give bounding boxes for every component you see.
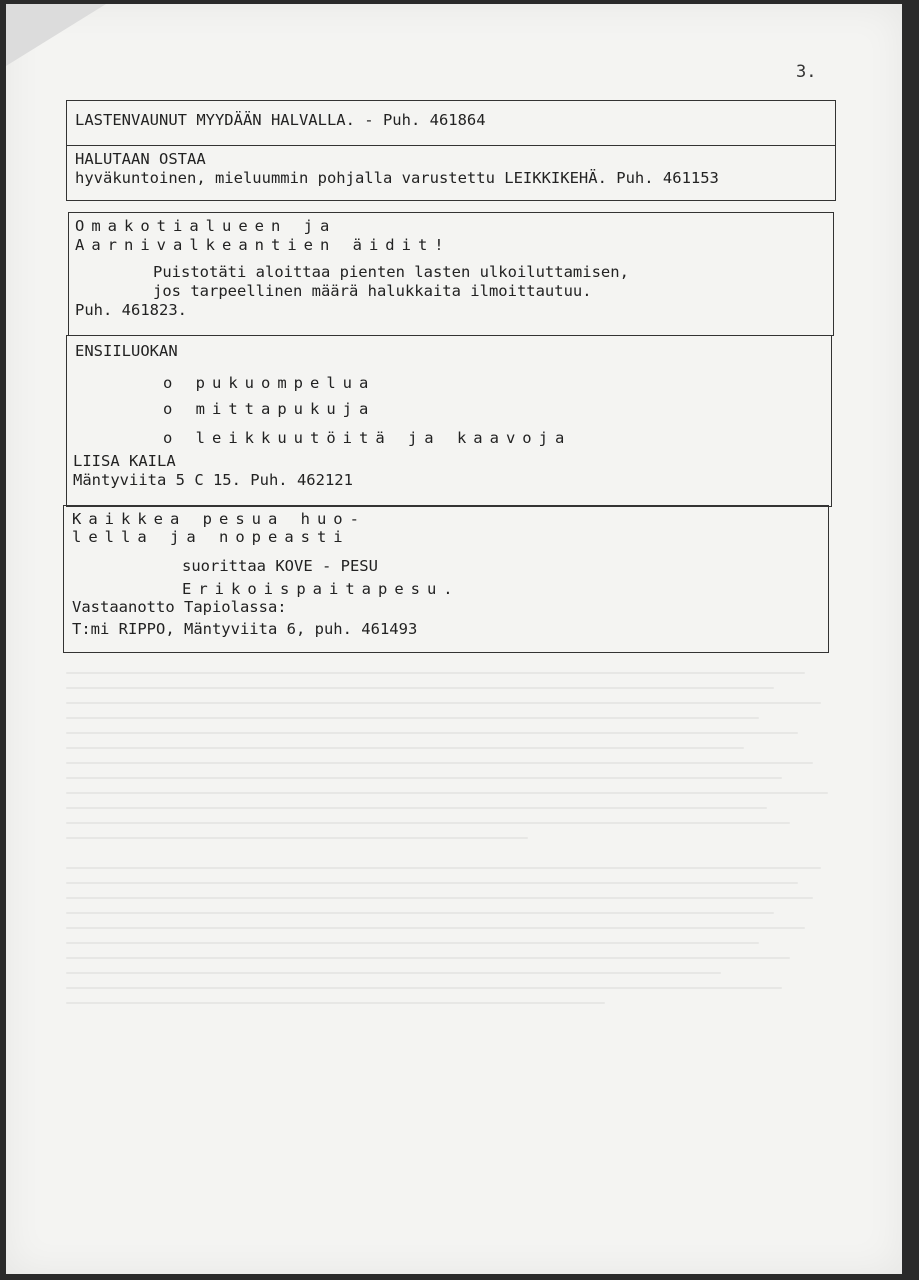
ad-laundry-heading-2: lella ja nopeasti [72,528,350,546]
ad-playpen-text: hyväkuntoinen, mieluummin pohjalla varustettu LEIKKIKEHÄ. Puh. 461153 [75,169,719,187]
ad-park-aunt-text-2: jos tarpeellinen määrä halukkaita ilmoittautuu. [153,282,592,300]
ad-sewing-item-2: o mittapukuja [163,400,376,418]
ad-baby-carriage-text: LASTENVAUNUT MYYDÄÄN HALVALLA. - Puh. 461864 [75,111,486,129]
ad-park-aunt-text-1: Puistotäti aloittaa pienten lasten ulkoiluttamisen, [153,263,629,281]
show-through-text [66,672,836,1017]
ad-laundry-reception: Vastaanotto Tapiolassa: [72,598,287,616]
ad-laundry-company: suorittaa KOVE - PESU [182,557,378,575]
document-page [6,4,902,1274]
ad-park-aunt-heading: Omakotialueen ja [75,217,337,235]
ad-laundry-service: Erikoispaitapesu. [182,580,460,598]
ad-laundry-contact: T:mi RIPPO, Mäntyviita 6, puh. 461493 [72,620,418,638]
ad-park-aunt [68,212,834,336]
ad-playpen-wanted [66,145,836,201]
ad-sewing-heading: ENSIILUOKAN [75,342,178,360]
ad-sewing-name: LIISA KAILA [73,452,176,470]
ad-park-aunt-subheading: Aarnivalkeantien äidit! [75,236,451,254]
ad-playpen-heading: HALUTAAN OSTAA [75,150,206,168]
ad-sewing-item-3: o leikkuutöitä ja kaavoja [163,429,572,447]
ad-sewing-item-1: o pukuompelua [163,374,376,392]
ad-laundry-heading-1: Kaikkea pesua huo- [72,510,366,528]
folded-corner [6,4,106,66]
ad-sewing-address: Mäntyviita 5 C 15. Puh. 462121 [73,471,353,489]
ad-sewing [66,335,832,507]
page-number: 3. [796,62,817,82]
ad-laundry [63,505,829,653]
ad-park-aunt-phone: Puh. 461823. [75,301,187,319]
ad-baby-carriage [66,100,836,146]
